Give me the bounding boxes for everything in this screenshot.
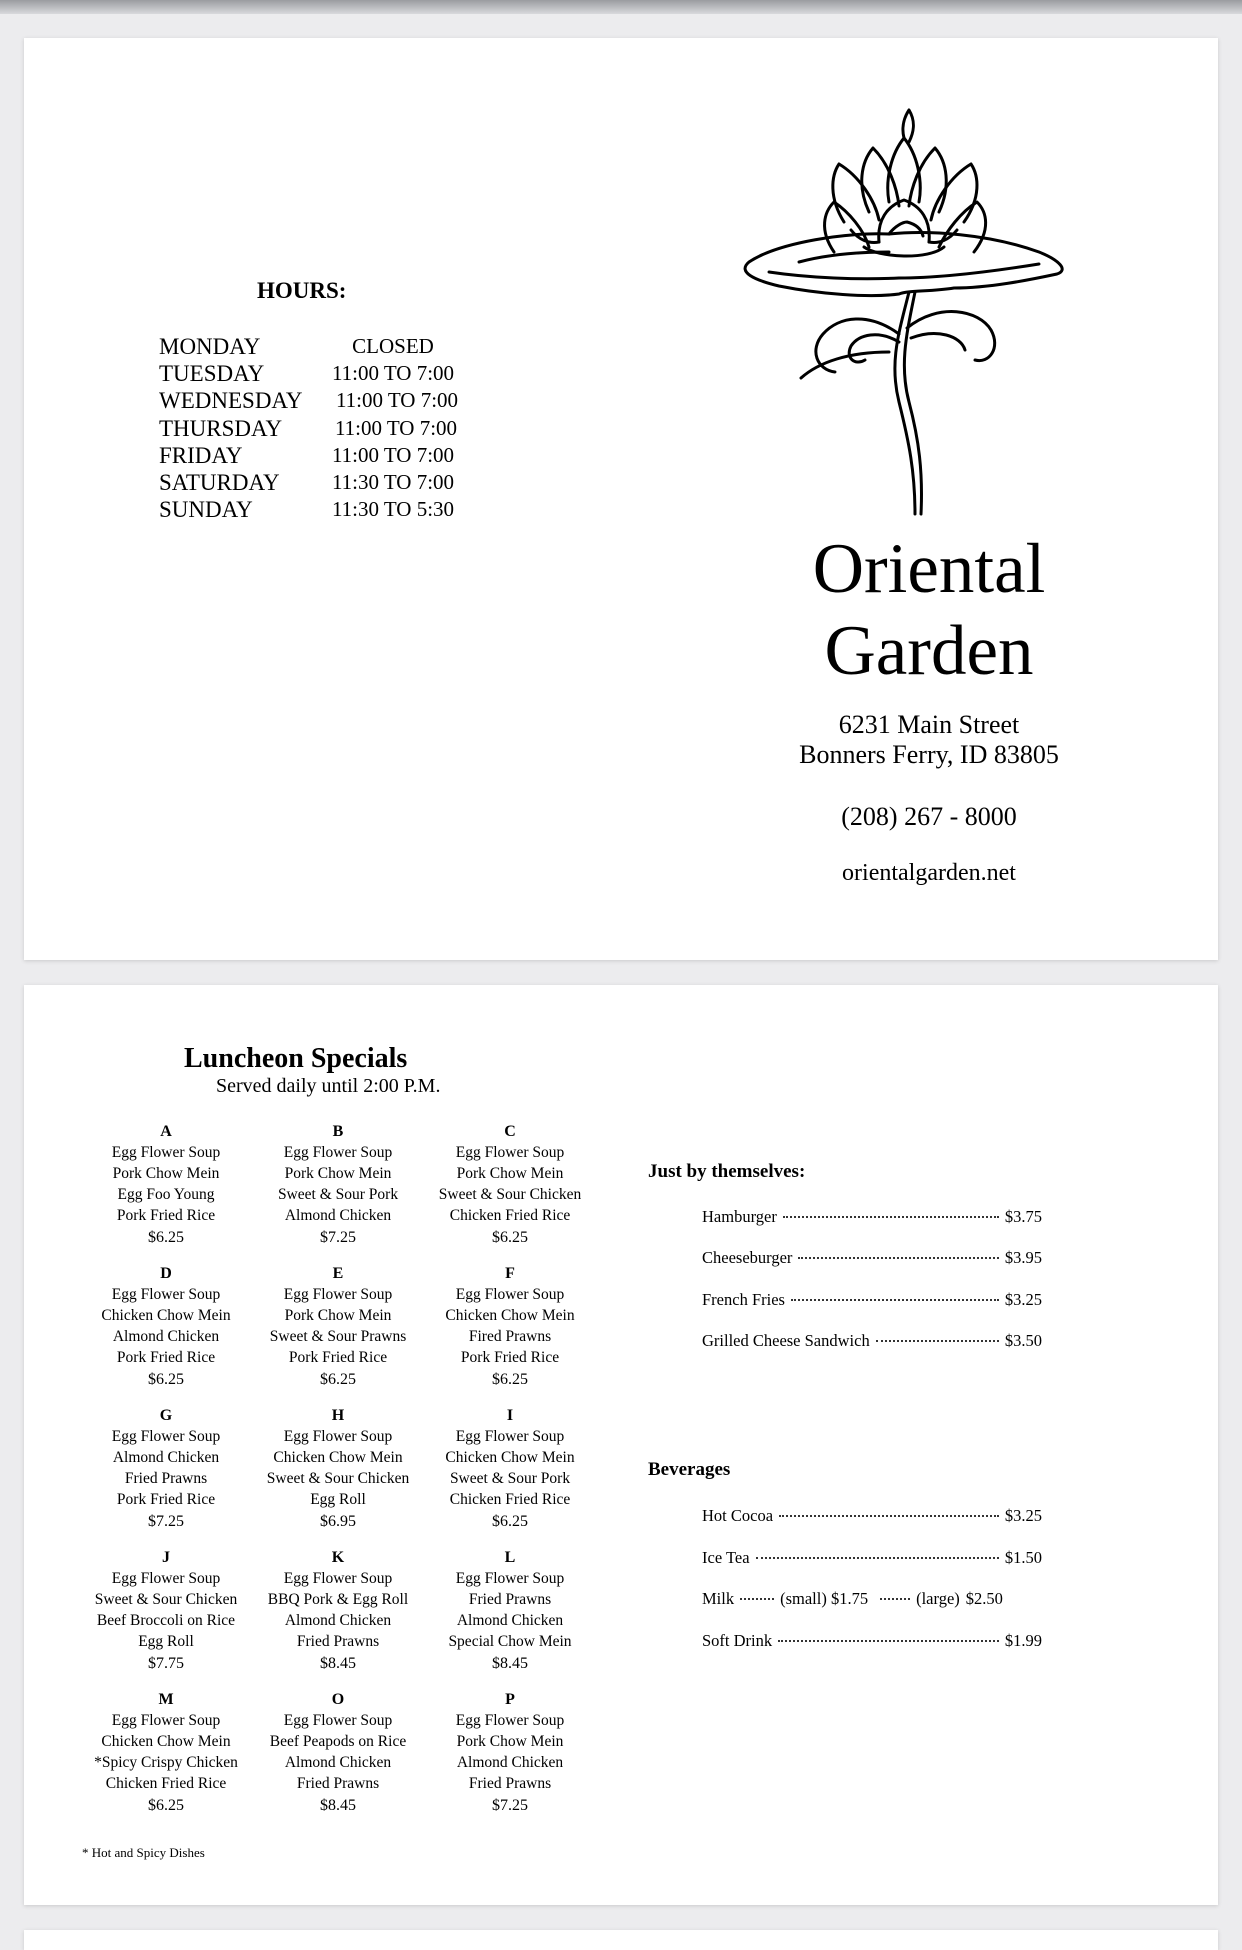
item-price: $1.50 [1004, 1548, 1042, 1567]
website: orientalgarden.net [842, 860, 1016, 886]
menu-item [702, 1331, 1042, 1355]
combo-grid [80, 1121, 600, 1831]
combo-price: $6.25 [492, 1371, 528, 1388]
combo-price: $6.25 [320, 1371, 356, 1388]
hours-day: WEDNESDAY [159, 388, 303, 413]
combo-dish: Egg Flower Soup [455, 1428, 565, 1445]
combo-dish: Fried Prawns [468, 1591, 552, 1608]
combo-dish: Almond Chicken [112, 1328, 220, 1345]
combo-item [252, 1689, 424, 1831]
combo-dish: Fried Prawns [296, 1775, 380, 1792]
leader-dots [756, 1557, 999, 1559]
combo-dish: Chicken Chow Mein [101, 1733, 231, 1750]
combo-letter: K [331, 1549, 345, 1566]
item-price: $3.75 [1004, 1207, 1042, 1226]
combo-dish: Pork Fried Rice [288, 1349, 388, 1366]
phone-number: (208) 267 - 8000 [841, 802, 1017, 831]
menu-item [702, 1589, 1042, 1613]
combo-dish: Egg Flower Soup [455, 1144, 565, 1161]
item-price: $2.50 [965, 1589, 1003, 1608]
combo-dish: Chicken Chow Mein [101, 1307, 231, 1324]
combo-letter: G [159, 1407, 173, 1424]
combo-price: $8.45 [492, 1655, 528, 1672]
combo-dish: Pork Fried Rice [116, 1491, 216, 1508]
combo-price: $8.45 [320, 1797, 356, 1814]
solo-section-title: Just by themselves: [648, 1161, 806, 1182]
leader-dots [740, 1598, 774, 1600]
combo-dish: Pork Fried Rice [116, 1207, 216, 1224]
combo-dish: Chicken Fried Rice [449, 1207, 571, 1224]
combo-dish: Special Chow Mein [448, 1633, 572, 1650]
combo-item [252, 1121, 424, 1263]
combo-price: $7.25 [320, 1229, 356, 1246]
beverages-section-title: Beverages [648, 1459, 731, 1480]
combo-dish: Fired Prawns [468, 1328, 552, 1345]
hours-day: SATURDAY [159, 470, 280, 495]
hours-row [159, 497, 489, 525]
combo-price: $6.95 [320, 1513, 356, 1530]
combo-item [80, 1121, 252, 1263]
menu-item [702, 1248, 1042, 1272]
combo-dish: Egg Roll [138, 1633, 194, 1650]
hours-time: 11:30 TO 7:00 [331, 470, 455, 494]
combo-price: $8.45 [320, 1655, 356, 1672]
combo-item [252, 1547, 424, 1689]
restaurant-name [724, 528, 1134, 692]
combo-letter: O [331, 1691, 345, 1708]
hours-row [159, 443, 489, 471]
combo-dish: Chicken Chow Mein [445, 1307, 575, 1324]
leader-dots [791, 1299, 999, 1301]
combo-dish: Pork Fried Rice [116, 1349, 216, 1366]
restaurant-name-line1: Oriental [812, 530, 1046, 608]
item-name: French Fries [702, 1290, 785, 1309]
menu-item [702, 1631, 1042, 1655]
combo-dish: Beef Peapods on Rice [269, 1733, 407, 1750]
menu-cover-page [24, 38, 1218, 960]
combo-dish: Almond Chicken [284, 1612, 392, 1629]
combo-item [252, 1263, 424, 1405]
combo-item [80, 1405, 252, 1547]
combo-dish: Egg Roll [310, 1491, 366, 1508]
combo-item [80, 1547, 252, 1689]
combo-dish: Sweet & Sour Chicken [266, 1470, 410, 1487]
combo-dish: Egg Flower Soup [283, 1570, 393, 1587]
combo-price: $7.25 [148, 1513, 184, 1530]
luncheon-subtitle: Served daily until 2:00 P.M. [216, 1075, 441, 1097]
combo-dish: Fried Prawns [124, 1470, 208, 1487]
combo-letter: I [506, 1407, 514, 1424]
item-price: $3.50 [1004, 1331, 1042, 1350]
menu-item [702, 1207, 1042, 1231]
combo-dish: Pork Chow Mein [456, 1733, 564, 1750]
combo-price: $6.25 [148, 1371, 184, 1388]
combo-dish: Chicken Fried Rice [449, 1491, 571, 1508]
combo-dish: Chicken Chow Mein [445, 1449, 575, 1466]
combo-letter: L [504, 1549, 516, 1566]
leader-dots [783, 1216, 999, 1218]
combo-dish: Pork Chow Mein [284, 1165, 392, 1182]
hours-row [159, 361, 489, 389]
lotus-flower-icon [739, 102, 1069, 522]
combo-dish: Egg Flower Soup [455, 1286, 565, 1303]
combo-dish: Almond Chicken [456, 1612, 564, 1629]
item-name: Soft Drink [702, 1631, 773, 1650]
item-price: $1.99 [1004, 1631, 1042, 1650]
combo-dish: Sweet & Sour Chicken [438, 1186, 582, 1203]
item-price: $3.25 [1004, 1506, 1042, 1525]
hours-day: FRIDAY [159, 443, 243, 468]
window-top-bar [0, 0, 1242, 14]
combo-dish: Egg Flower Soup [283, 1286, 393, 1303]
item-name: Grilled Cheese Sandwich [702, 1331, 870, 1350]
combo-item [80, 1263, 252, 1405]
combo-dish: Pork Fried Rice [460, 1349, 560, 1366]
combo-item [424, 1405, 596, 1547]
item-name: Ice Tea [702, 1548, 750, 1567]
menu-item [702, 1548, 1042, 1572]
combo-dish: Almond Chicken [112, 1449, 220, 1466]
combo-dish: Egg Flower Soup [283, 1144, 393, 1161]
combo-dish: Sweet & Sour Chicken [94, 1591, 238, 1608]
combo-dish: Pork Chow Mein [112, 1165, 220, 1182]
combo-dish: Sweet & Sour Pork [277, 1186, 399, 1203]
menu-item [702, 1506, 1042, 1530]
hours-title: HOURS: [257, 278, 347, 303]
combo-letter: C [504, 1123, 516, 1140]
hours-day: TUESDAY [159, 361, 265, 386]
combo-dish: Egg Flower Soup [111, 1712, 221, 1729]
combo-dish: Almond Chicken [284, 1207, 392, 1224]
combo-item [424, 1121, 596, 1263]
street-address: 6231 Main Street [838, 710, 1020, 739]
combo-dish: *Spicy Crispy Chicken [94, 1754, 238, 1771]
hours-row [159, 470, 489, 498]
combo-dish: Fried Prawns [296, 1633, 380, 1650]
combo-letter: B [332, 1123, 344, 1140]
milk-large-label: (large) [916, 1589, 960, 1608]
combo-letter: P [505, 1691, 515, 1708]
combo-dish: Fried Prawns [468, 1775, 552, 1792]
combo-letter: J [162, 1549, 170, 1566]
combo-dish: Egg Flower Soup [111, 1570, 221, 1587]
item-name: Cheeseburger [702, 1248, 793, 1267]
item-name: Milk [702, 1589, 735, 1608]
combo-price: $6.25 [492, 1229, 528, 1246]
combo-dish: Sweet & Sour Prawns [269, 1328, 407, 1345]
hours-day: SUNDAY [159, 497, 253, 522]
combo-dish: Sweet & Sour Pork [449, 1470, 571, 1487]
combo-dish: Pork Chow Mein [456, 1165, 564, 1182]
luncheon-title: Luncheon Specials [184, 1043, 408, 1074]
combo-letter: H [331, 1407, 345, 1424]
leader-dots [880, 1598, 910, 1600]
combo-dish: Egg Flower Soup [283, 1428, 393, 1445]
combo-dish: Egg Flower Soup [455, 1712, 565, 1729]
combo-item [424, 1263, 596, 1405]
combo-dish: Egg Flower Soup [111, 1144, 221, 1161]
combo-letter: M [158, 1691, 174, 1708]
combo-dish: Beef Broccoli on Rice [96, 1612, 236, 1629]
combo-price: $7.25 [492, 1797, 528, 1814]
combo-item [80, 1689, 252, 1831]
leader-dots [876, 1340, 999, 1342]
item-name: Hamburger [702, 1207, 777, 1226]
combo-dish: Pork Chow Mein [284, 1307, 392, 1324]
combo-price: $7.75 [148, 1655, 184, 1672]
combo-dish: Almond Chicken [284, 1754, 392, 1771]
hours-time: CLOSED [352, 334, 434, 358]
combo-letter: A [160, 1123, 172, 1140]
menu-specials-page [24, 985, 1218, 1905]
hours-row [159, 388, 489, 416]
combo-dish: BBQ Pork & Egg Roll [267, 1591, 409, 1608]
combo-dish: Almond Chicken [456, 1754, 564, 1771]
footnote: * Hot and Spicy Dishes [82, 1845, 205, 1860]
combo-dish: Egg Flower Soup [111, 1428, 221, 1445]
menu-item [702, 1290, 1042, 1314]
combo-item [424, 1547, 596, 1689]
milk-small-price: (small) $1.75 [780, 1589, 869, 1608]
combo-item [424, 1689, 596, 1831]
hours-row [159, 416, 489, 444]
combo-dish: Egg Foo Young [117, 1186, 215, 1203]
hours-day: MONDAY [159, 334, 261, 359]
next-page-edge [24, 1930, 1218, 1950]
combo-dish: Egg Flower Soup [283, 1712, 393, 1729]
hours-time: 11:00 TO 7:00 [334, 416, 458, 440]
combo-dish: Chicken Chow Mein [273, 1449, 403, 1466]
hours-time: 11:30 TO 5:30 [331, 497, 455, 521]
item-name: Hot Cocoa [702, 1506, 774, 1525]
restaurant-name-line2: Garden [824, 612, 1034, 690]
combo-price: $6.25 [148, 1229, 184, 1246]
leader-dots [778, 1640, 999, 1642]
item-price: $3.95 [1004, 1248, 1042, 1267]
hours-time: 11:00 TO 7:00 [331, 443, 455, 467]
combo-price: $6.25 [492, 1513, 528, 1530]
city-address: Bonners Ferry, ID 83805 [799, 740, 1059, 769]
combo-letter: D [160, 1265, 172, 1282]
combo-dish: Egg Flower Soup [455, 1570, 565, 1587]
combo-item [252, 1405, 424, 1547]
hours-row [159, 334, 489, 362]
combo-price: $6.25 [148, 1797, 184, 1814]
item-price: $3.25 [1004, 1290, 1042, 1309]
hours-time: 11:00 TO 7:00 [335, 388, 459, 412]
leader-dots [779, 1515, 999, 1517]
combo-dish: Egg Flower Soup [111, 1286, 221, 1303]
leader-dots [798, 1257, 998, 1259]
combo-letter: F [505, 1265, 515, 1282]
combo-dish: Chicken Fried Rice [105, 1775, 227, 1792]
hours-day: THURSDAY [159, 416, 283, 441]
combo-letter: E [332, 1265, 344, 1282]
hours-time: 11:00 TO 7:00 [331, 361, 455, 385]
